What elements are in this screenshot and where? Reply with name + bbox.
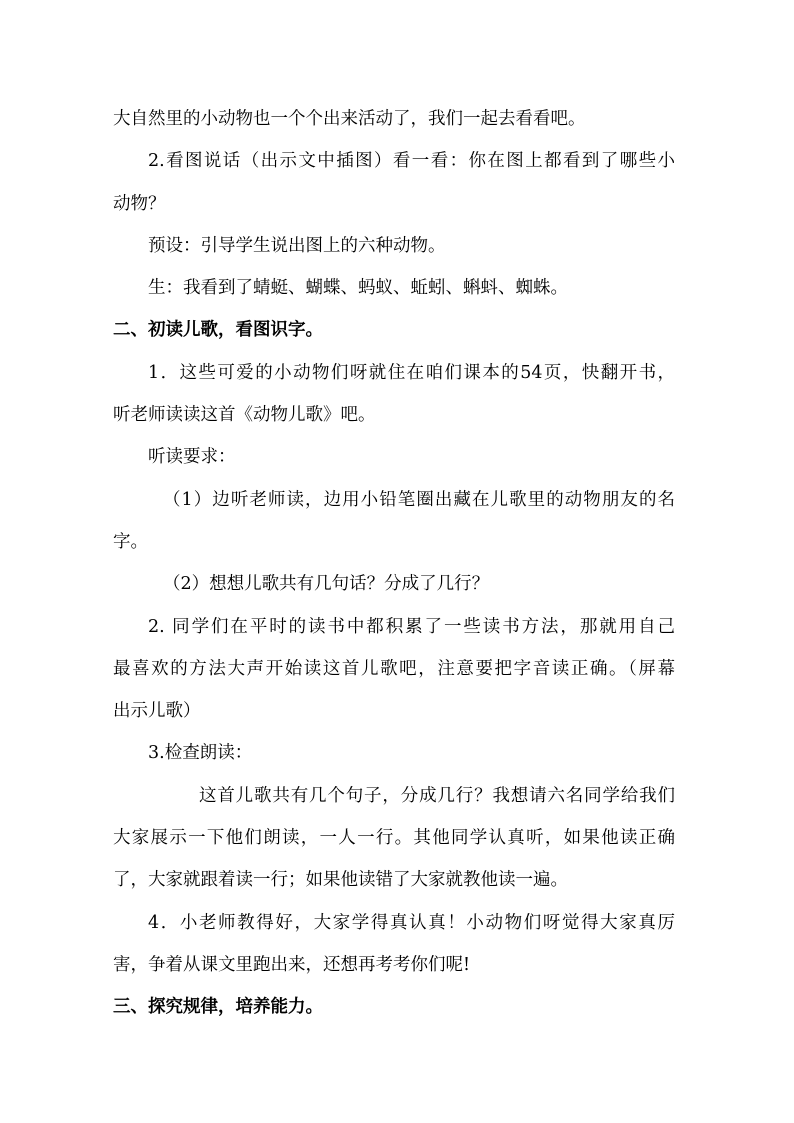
paragraph-line-2: 2.看图说话（出示文中插图）看一看：你在图上都看到了哪些小: [148, 151, 675, 172]
paragraph-line-8: 听老师读读这首《动物儿歌》吧。: [113, 405, 376, 426]
paragraph-line-15: 出示儿歌）: [113, 701, 201, 722]
document-body: [113, 98, 675, 1029]
paragraph-line-11: 字。: [113, 531, 148, 552]
paragraph-line-17: 这首儿歌共有几个句子，分成几行？我想请六名同学给我们: [199, 785, 675, 806]
paragraph-line-10: （1）边听老师读，边用小铅笔圈出藏在儿歌里的动物朋友的名: [163, 489, 675, 510]
paragraph-line-1: 大自然里的小动物也一个个出来活动了，我们一起去看看吧。: [113, 109, 586, 129]
section-heading-3: 三、探究规律，培养能力。: [113, 997, 323, 1018]
paragraph-line-9: 听读要求：: [148, 447, 236, 468]
paragraph-line-16: 3.检查朗读：: [148, 743, 253, 764]
paragraph-line-18: 大家展示一下他们朗读，一人一行。其他同学认真听，如果他读正确: [113, 828, 675, 849]
paragraph-line-4: 预设：引导学生说出图上的六种动物。: [148, 235, 446, 256]
section-heading-2: 二、初读儿歌，看图识字。: [113, 320, 323, 341]
paragraph-line-5: 生：我看到了蜻蜓、蝴蝶、蚂蚁、蚯蚓、蝌蚪、蜘蛛。: [148, 278, 568, 299]
paragraph-line-14: 最喜欢的方法大声开始读这首儿歌吧，注意要把字音读正确。（屏幕: [113, 658, 675, 679]
paragraph-line-3: 动物？: [113, 193, 166, 214]
paragraph-line-13: 2. 同学们在平时的读书中都积累了一些读书方法，那就用自己: [148, 616, 675, 637]
paragraph-line-20: 4．小老师教得好，大家学得真认真！小动物们呀觉得大家真厉: [148, 912, 675, 933]
paragraph-line-19: 了，大家就跟着读一行；如果他读错了大家就教他读一遍。: [113, 870, 568, 891]
paragraph-line-7: 1．这些可爱的小动物们呀就住在咱们课本的54页，快翻开书，: [148, 362, 675, 383]
paragraph-line-21: 害，争着从课文里跑出来，还想再考考你们呢!: [113, 954, 471, 975]
paragraph-line-12: （2）想想儿歌共有几句话？分成了几行？: [163, 574, 490, 595]
